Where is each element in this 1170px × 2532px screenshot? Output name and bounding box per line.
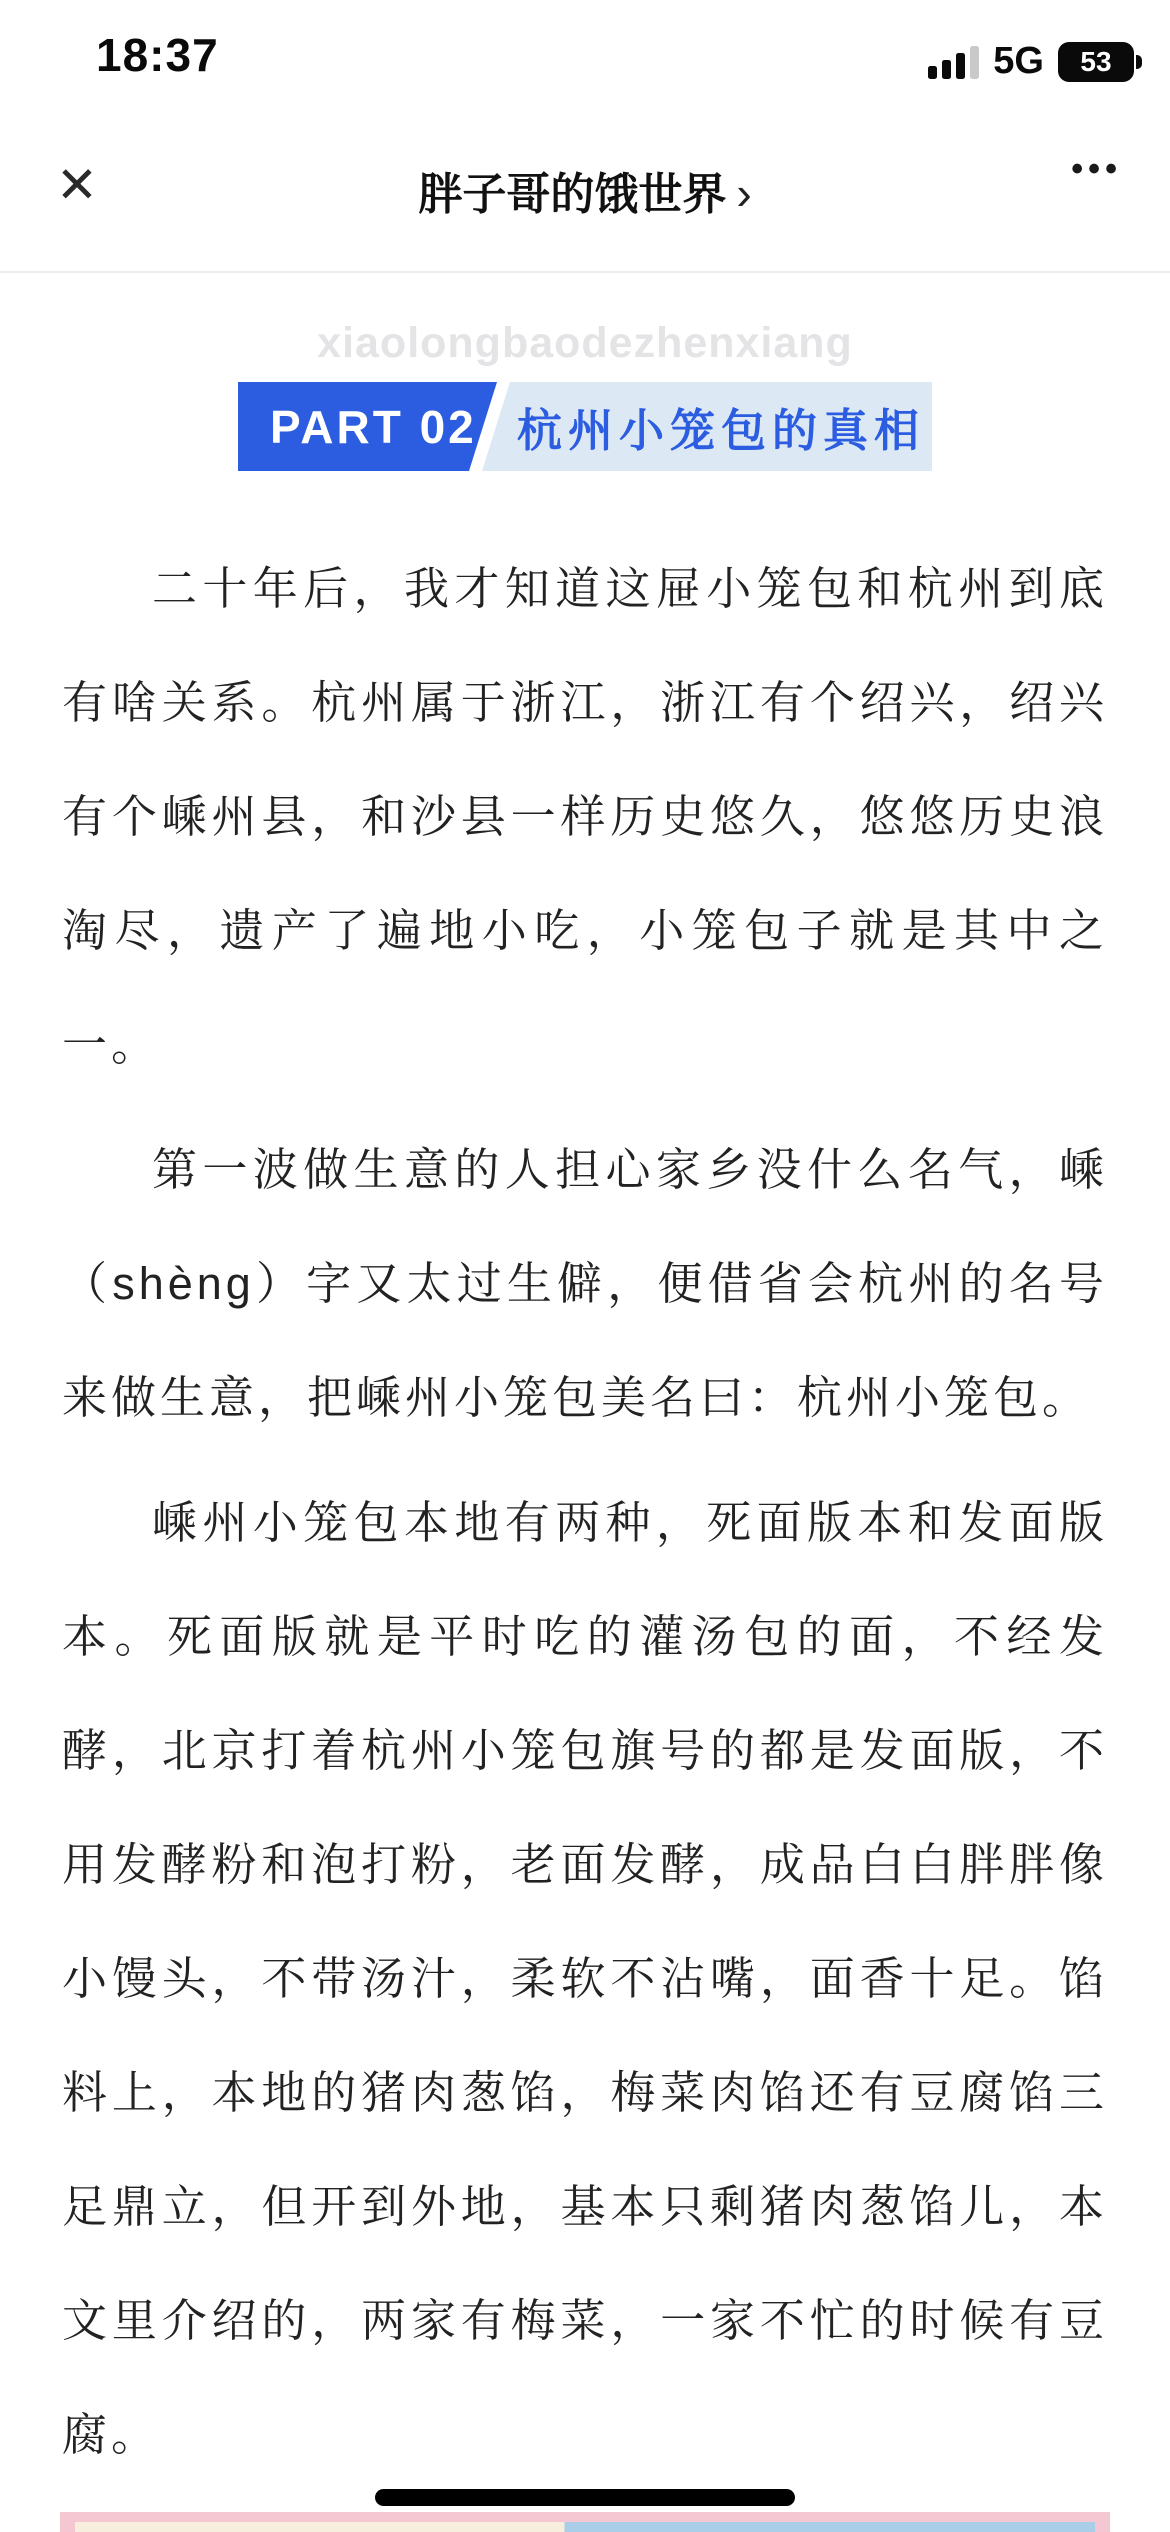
section-title: 杭州小笼包的真相 [516,405,925,456]
more-menu-icon[interactable]: ••• [1071,150,1122,188]
article-image-sliver [75,2522,1095,2532]
status-icons [928,40,1134,83]
chevron-right-icon: › [736,167,752,219]
article-content [0,275,1170,2503]
paragraph: 嵊州小笼包本地有两种，死面版本和发面版本。死面版就是平时吃的灌汤包的面，不经发酵，北京打着杭州小笼包旗号的都是发面版，不用发酵粉和泡打粉，老面发酵，成品白白胖胖像小馒头，不带汤汁，柔软不沾嘴，面香十足。馅料上，本地的猪肉葱馅，梅菜肉馅还有豆腐馅三足鼎立，但开到外地，基本只剩猪肉葱馅儿，本文里介绍的，两家有梅菜，一家不忙的时候有豆腐。 [62,1497,1108,2460]
home-indicator[interactable] [375,2489,795,2506]
paragraph: 第一波做生意的人担心家乡没什么名气，嵊（shèng）字又太过生僻，便借省会杭州的名号来做生意，把嵊州小笼包美名曰：杭州小笼包。 [62,1144,1108,1423]
clock: 18:37 [96,29,219,81]
cellular-signal-icon [928,45,979,79]
battery-icon [1058,42,1134,82]
close-icon[interactable]: ✕ [56,157,98,213]
account-title-button[interactable] [0,158,1170,222]
part-label: PART 02 [270,400,477,453]
paragraph: 二十年后，我才知道这屉小笼包和杭州到底有啥关系。杭州属于浙江，浙江有个绍兴，绍兴有个嵊州县，和沙县一样历史悠久，悠悠历史浪淘尽，遗产了遍地小吃，小笼包子就是其中之一。 [62,563,1108,1070]
page-title: 胖子哥的饿世界 [418,170,727,219]
section-badge [238,382,932,471]
article-image-partial[interactable] [60,2512,1110,2532]
battery-nub [1136,55,1142,69]
status-bar [0,0,1170,100]
network-type-label: 5G [993,40,1044,82]
watermark-text: xiaolongbaodezhenxiang [317,319,853,367]
article-body [62,532,1108,2492]
battery-percent: 53 [1080,45,1112,77]
nav-bar [0,100,1170,273]
